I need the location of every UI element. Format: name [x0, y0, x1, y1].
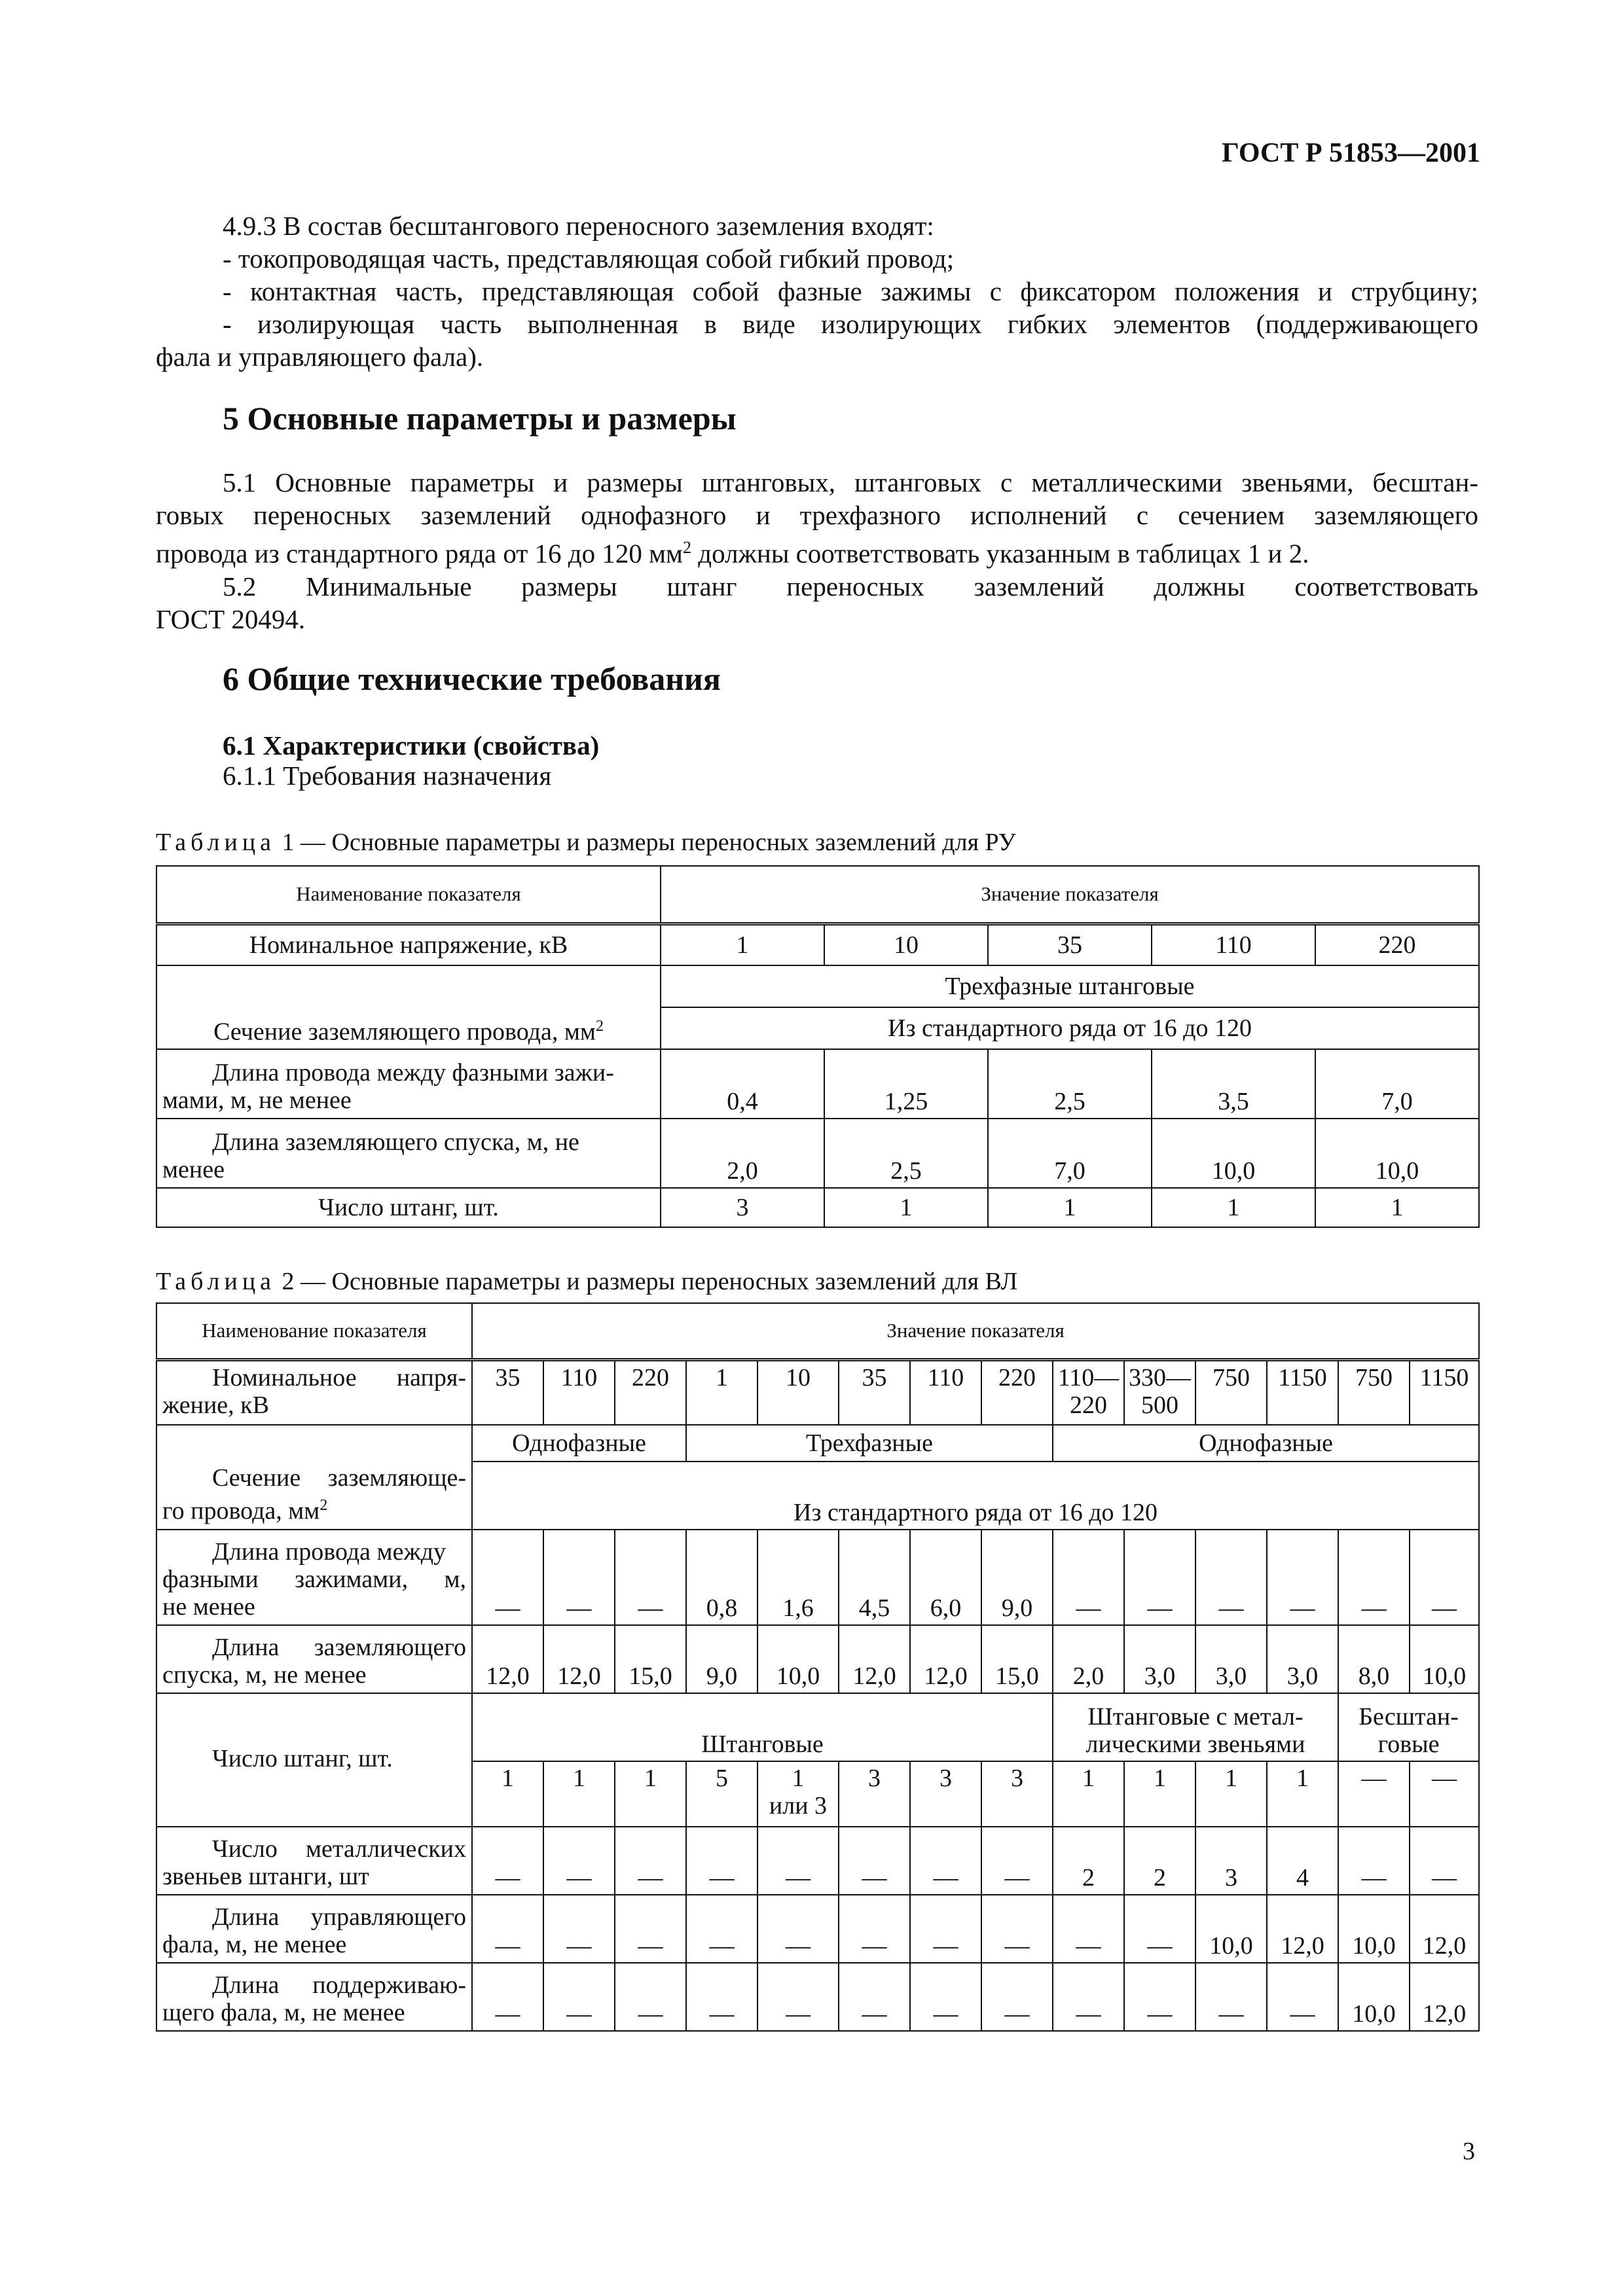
- table-row: [156, 1963, 1479, 2031]
- row-label: Длина поддерживаю- щего фала, м, не менее: [156, 1963, 472, 2031]
- group-label: Трехфазные штанговые: [661, 965, 1479, 1007]
- table-cell: —: [472, 1530, 543, 1625]
- list-item-continuation: фала и управляющего фала).: [156, 342, 484, 372]
- clause-5-1-line: говых переносных заземлений однофазного и трехфазного исполнений с сечением заземляющего: [156, 500, 1478, 530]
- table-cell: —: [1267, 1963, 1338, 2031]
- table-cell: —: [839, 1895, 910, 1963]
- table-cell: —: [543, 1963, 615, 2031]
- table-cell: 1: [824, 1188, 988, 1227]
- table-cell: 3,0: [1267, 1625, 1338, 1693]
- row-label: Число штанг, шт.: [156, 1693, 472, 1827]
- clause-5-2-line: ГОСТ 20494.: [156, 603, 306, 634]
- table-row: [156, 924, 1479, 965]
- table-cell: —: [981, 1895, 1053, 1963]
- table-cell: 3: [839, 1761, 910, 1827]
- table-cell: 3,0: [1124, 1625, 1195, 1693]
- table-cell: —: [981, 1827, 1053, 1895]
- table-cell: —: [615, 1827, 686, 1895]
- table-cell: 110: [1152, 924, 1315, 965]
- table-cell: —: [472, 1963, 543, 2031]
- table-cell: 7,0: [988, 1119, 1152, 1188]
- table-cell: 35: [472, 1359, 543, 1425]
- table-cell: —: [839, 1963, 910, 2031]
- table-cell: 10,0: [757, 1625, 839, 1693]
- table-cell: —: [1195, 1963, 1267, 2031]
- table-cell: 1: [988, 1188, 1152, 1227]
- table-cell: 1150: [1410, 1359, 1479, 1425]
- row-label: Номинальное напряжение, кВ: [156, 924, 661, 965]
- table-cell: —: [910, 1827, 981, 1895]
- table-head-value: Значение показателя: [661, 866, 1479, 924]
- table-cell: —: [1410, 1827, 1479, 1895]
- clause-4-9-3-intro: 4.9.3 В состав бесштангового переносного заземления входят:: [223, 211, 934, 241]
- table-cell: —: [757, 1895, 839, 1963]
- group-label: Однофазные: [472, 1425, 686, 1462]
- table-1-caption: Таблица 1 — Основные параметры и размеры переносных заземлений для РУ: [156, 829, 1016, 856]
- table-cell: —: [1338, 1827, 1410, 1895]
- table-cell: —: [1053, 1963, 1124, 2031]
- table-2: [156, 1302, 1480, 2032]
- table-cell: 1: [1315, 1188, 1479, 1227]
- group-label: Однофазные: [1053, 1425, 1479, 1462]
- table-cell: 3: [910, 1761, 981, 1827]
- table-cell: —: [981, 1963, 1053, 2031]
- table-cell: 12,0: [839, 1625, 910, 1693]
- table-cell: —: [1338, 1761, 1410, 1827]
- table-cell: 220: [1315, 924, 1479, 965]
- table-cell: 2,0: [1053, 1625, 1124, 1693]
- clause-4-9-3: [156, 209, 1478, 373]
- row-label: Число металлических звеньев штанги, шт: [156, 1827, 472, 1895]
- table-cell: 0,4: [661, 1049, 824, 1119]
- table-row: [156, 1895, 1479, 1963]
- table-cell: —: [1410, 1761, 1479, 1827]
- table-cell: 110: [543, 1359, 615, 1425]
- table-row: [156, 1625, 1479, 1693]
- list-item: - изолирующая часть выполненная в виде изолирующих гибких элементов (поддерживающего: [223, 309, 1478, 339]
- table-cell: 15,0: [615, 1625, 686, 1693]
- table-cell: 9,0: [981, 1530, 1053, 1625]
- table-cell: 10,0: [1410, 1625, 1479, 1693]
- list-item: - контактная часть, представляющая собой фазные зажимы с фиксатором положения и струбцину;: [223, 276, 1478, 306]
- table-cell: 1: [1195, 1761, 1267, 1827]
- table-cell: 2: [1124, 1827, 1195, 1895]
- table-cell: —: [543, 1827, 615, 1895]
- table-row: [156, 866, 1479, 924]
- table-cell: 2,5: [988, 1049, 1152, 1119]
- table-row: [156, 1188, 1479, 1227]
- section-5-body: [156, 466, 1478, 636]
- table-cell: 110: [910, 1359, 981, 1425]
- table-cell: 4: [1267, 1827, 1338, 1895]
- group-label: Штанговые: [472, 1693, 1053, 1761]
- table-cell: —: [543, 1895, 615, 1963]
- table-cell: —: [686, 1963, 757, 2031]
- table-cell: 1: [686, 1359, 757, 1425]
- row-label: Число штанг, шт.: [156, 1188, 661, 1227]
- table-cell: 12,0: [1410, 1895, 1479, 1963]
- table-cell: 10,0: [1195, 1895, 1267, 1963]
- table-cell: 3,0: [1195, 1625, 1267, 1693]
- table-cell: 1 или 3: [757, 1761, 839, 1827]
- table-cell: —: [615, 1895, 686, 1963]
- table-cell: 220: [615, 1359, 686, 1425]
- table-cell: —: [910, 1895, 981, 1963]
- table-cell: 12,0: [1267, 1895, 1338, 1963]
- table-cell: 1: [615, 1761, 686, 1827]
- table-cell: 10,0: [1338, 1963, 1410, 2031]
- row-label: Сечение заземляющего провода, $мм^2$: [156, 965, 661, 1049]
- table-cell: —: [1053, 1530, 1124, 1625]
- table-cell: 5: [686, 1761, 757, 1827]
- section-6-title: 6 Общие технические требования: [223, 660, 721, 697]
- list-item: - токопроводящая часть, представляющая собой гибкий провод;: [223, 243, 955, 274]
- table-cell: —: [686, 1895, 757, 1963]
- table-cell: 1,25: [824, 1049, 988, 1119]
- row-label: Длина заземляющего спуска, м, не менее: [156, 1625, 472, 1693]
- table-cell: —: [615, 1530, 686, 1625]
- row-label: Длина заземляющего спуска, м, не менее: [156, 1119, 661, 1188]
- table-cell: 10,0: [1152, 1119, 1315, 1188]
- table-head-name: Наименование показателя: [156, 866, 661, 924]
- table-cell: —: [1267, 1530, 1338, 1625]
- table-cell: 3: [981, 1761, 1053, 1827]
- table-cell: 1: [1152, 1188, 1315, 1227]
- table-cell: Из стандартного ряда от 16 до 120: [661, 1007, 1479, 1049]
- table-cell: Из стандартного ряда от 16 до 120: [472, 1462, 1479, 1530]
- row-label: Длина провода между фазными зажи- мами, м, не менее: [156, 1049, 661, 1119]
- clause-5-1-line: 5.1 Основные параметры и размеры штанговых, штанговых с металлическими звеньями, бесштан-: [223, 467, 1478, 497]
- subsection-6-1-title: 6.1 Характеристики (свойства): [223, 730, 600, 761]
- table-cell: —: [910, 1963, 981, 2031]
- table-cell: —: [1338, 1530, 1410, 1625]
- table-cell: —: [615, 1963, 686, 2031]
- table-cell: 0,8: [686, 1530, 757, 1625]
- clause-5-1-line: провода из стандартного ряда от 16 до 120 $мм^2$ должны соответствовать указанным в таблицах 1 и 2.: [156, 538, 1309, 569]
- table-cell: 3: [1195, 1827, 1267, 1895]
- table-cell: 10,0: [1338, 1895, 1410, 1963]
- table-cell: 1: [661, 924, 824, 965]
- table-cell: 3,5: [1152, 1049, 1315, 1119]
- table-cell: —: [757, 1963, 839, 2031]
- table-cell: 330— 500: [1124, 1359, 1195, 1425]
- table-cell: 10: [757, 1359, 839, 1425]
- table-cell: 10: [824, 924, 988, 965]
- table-row: [156, 1119, 1479, 1188]
- table-2-caption: Таблица 2 — Основные параметры и размеры переносных заземлений для ВЛ: [156, 1268, 1018, 1295]
- table-row: [156, 1049, 1479, 1119]
- table-cell: 750: [1195, 1359, 1267, 1425]
- table-cell: —: [1410, 1530, 1479, 1625]
- table-cell: 1,6: [757, 1530, 839, 1625]
- table-cell: 7,0: [1315, 1049, 1479, 1119]
- table-cell: 1: [1124, 1761, 1195, 1827]
- table-cell: 35: [988, 924, 1152, 965]
- table-cell: 12,0: [472, 1625, 543, 1693]
- table-cell: 9,0: [686, 1625, 757, 1693]
- table-cell: —: [1053, 1895, 1124, 1963]
- table-cell: 4,5: [839, 1530, 910, 1625]
- table-row: [156, 1693, 1479, 1761]
- table-cell: 1: [472, 1761, 543, 1827]
- group-label: Штанговые с метал- лическими звеньями: [1053, 1693, 1338, 1761]
- table-cell: 6,0: [910, 1530, 981, 1625]
- table-row: [156, 965, 1479, 1007]
- clause-5-2-line: 5.2 Минимальные размеры штанг переносных заземлений должны соответствовать: [223, 571, 1478, 601]
- table-cell: 220: [981, 1359, 1053, 1425]
- table-cell: 1150: [1267, 1359, 1338, 1425]
- table-cell: 15,0: [981, 1625, 1053, 1693]
- table-cell: 1: [1267, 1761, 1338, 1827]
- document-id: ГОСТ Р 51853—2001: [1222, 138, 1480, 168]
- group-label: Трехфазные: [686, 1425, 1053, 1462]
- table-row: [156, 1530, 1479, 1625]
- table-head-value: Значение показателя: [472, 1303, 1479, 1359]
- row-label: Длина управляющего фала, м, не менее: [156, 1895, 472, 1963]
- row-label: Длина провода между фазными зажимами, м, не менее: [156, 1530, 472, 1625]
- table-row: [156, 1425, 1479, 1462]
- table-cell: 2: [1053, 1827, 1124, 1895]
- subsection-6-1-1-title: 6.1.1 Требования назначения: [223, 761, 552, 791]
- row-label: Сечение заземляюще- го провода, $мм^2$: [156, 1425, 472, 1530]
- table-cell: —: [757, 1827, 839, 1895]
- table-cell: —: [1195, 1530, 1267, 1625]
- table-cell: 110— 220: [1053, 1359, 1124, 1425]
- table-cell: 8,0: [1338, 1625, 1410, 1693]
- table-cell: 3: [661, 1188, 824, 1227]
- table-cell: 2,5: [824, 1119, 988, 1188]
- table-row: [156, 1303, 1479, 1359]
- table-cell: —: [472, 1827, 543, 1895]
- table-cell: 1: [1053, 1761, 1124, 1827]
- table-cell: —: [1124, 1895, 1195, 1963]
- table-cell: 12,0: [910, 1625, 981, 1693]
- table-cell: —: [686, 1827, 757, 1895]
- table-cell: 1: [543, 1761, 615, 1827]
- table-cell: —: [543, 1530, 615, 1625]
- table-cell: —: [1124, 1963, 1195, 2031]
- table-1: [156, 865, 1480, 1228]
- group-label: Бесштан- говые: [1338, 1693, 1479, 1761]
- table-cell: —: [1124, 1530, 1195, 1625]
- table-head-name: Наименование показателя: [156, 1303, 472, 1359]
- table-row: [156, 1359, 1479, 1425]
- table-cell: 2,0: [661, 1119, 824, 1188]
- table-cell: 10,0: [1315, 1119, 1479, 1188]
- table-row: [156, 1827, 1479, 1895]
- table-cell: 750: [1338, 1359, 1410, 1425]
- section-5-title: 5 Основные параметры и размеры: [223, 400, 737, 437]
- row-label: Номинальное напря- жение, кВ: [156, 1359, 472, 1425]
- table-cell: 35: [839, 1359, 910, 1425]
- table-cell: 12,0: [543, 1625, 615, 1693]
- table-cell: 12,0: [1410, 1963, 1479, 2031]
- table-cell: —: [839, 1827, 910, 1895]
- table-cell: —: [472, 1895, 543, 1963]
- page-number: 3: [1463, 2138, 1475, 2165]
